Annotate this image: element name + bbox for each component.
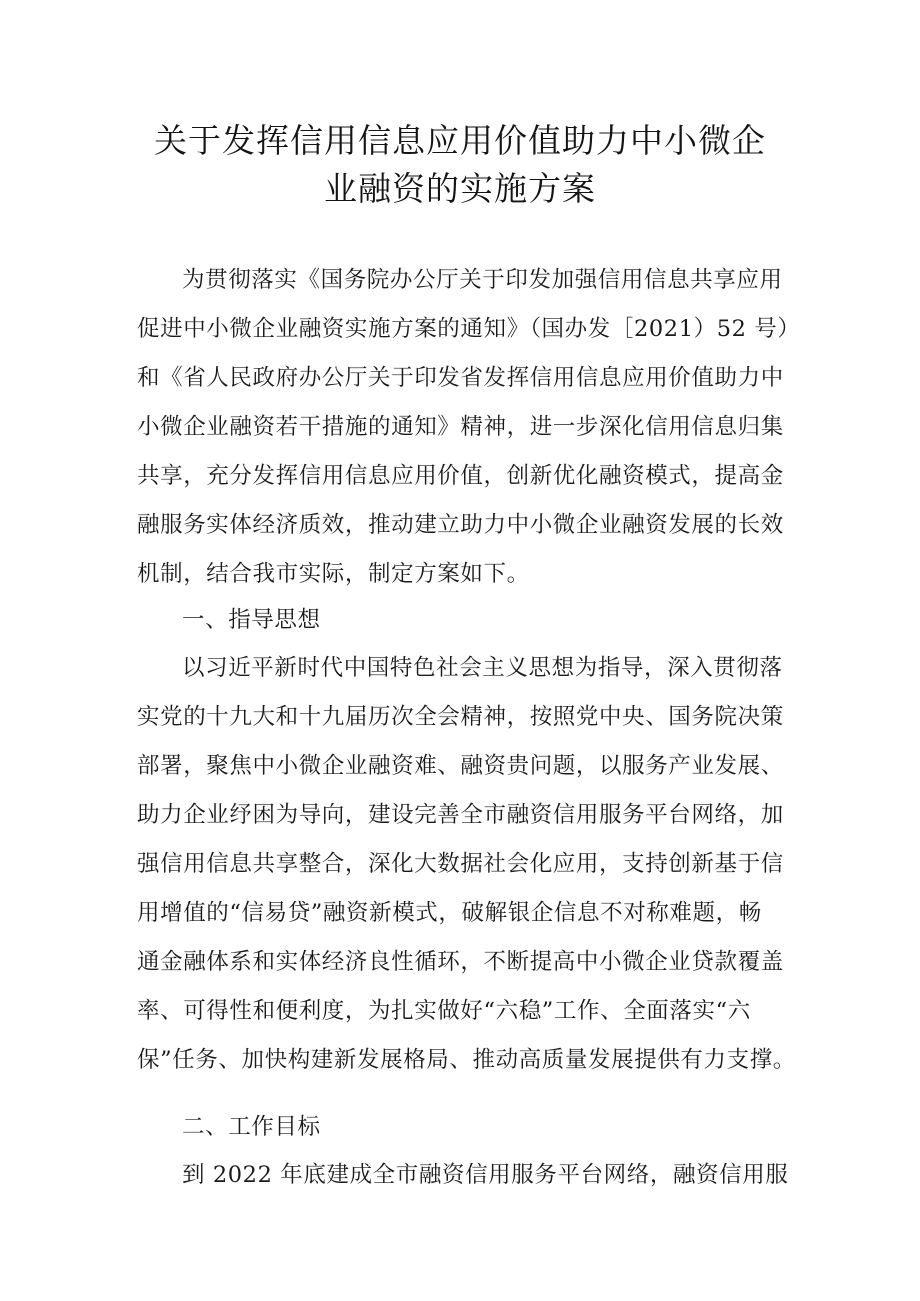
section-heading-1: 一、指导思想	[182, 607, 321, 633]
document-title-line-2: 业融资的实施方案	[324, 169, 596, 208]
section1-paragraph-line: 以习近平新时代中国特色社会主义思想为指导，深入贯彻落	[182, 655, 783, 681]
intro-paragraph-line: 和《省人民政府办公厅关于印发省发挥信用信息应用价值助力中	[137, 365, 784, 391]
intro-paragraph-line: 机制，结合我市实际，制定方案如下。	[137, 561, 530, 587]
section-heading-2: 二、工作目标	[182, 1114, 321, 1140]
section1-paragraph-line: 实党的十九大和十九届历次全会精神，按照党中央、国务院决策	[137, 704, 784, 730]
intro-paragraph-line: 小微企业融资若干措施的通知》精神，进一步深化信用信息归集	[137, 414, 784, 440]
intro-paragraph-line: 促进中小微企业融资实施方案的通知》（国办发［2021）52 号）	[137, 316, 801, 342]
section1-paragraph-line: 强信用信息共享整合，深化大数据社会化应用，支持创新基于信	[137, 851, 784, 877]
intro-paragraph-line: 融服务实体经济质效，推动建立助力中小微企业融资发展的长效	[137, 512, 784, 538]
section1-paragraph-line: 率、可得性和便利度，为扎实做好“六稳”工作、全面落实“六	[137, 998, 751, 1024]
document-title-line-1: 关于发挥信用信息应用价值助力中小微企	[154, 121, 766, 160]
section1-paragraph-line: 助力企业纾困为导向，建设完善全市融资信用服务平台网络，加	[137, 802, 784, 828]
intro-paragraph-line: 为贯彻落实《国务院办公厅关于印发加强信用信息共享应用	[182, 267, 783, 293]
section1-paragraph-line: 用增值的“信易贷”融资新模式，破解银企信息不对称难题，畅	[137, 900, 762, 926]
section1-paragraph-line: 保”任务、加快构建新发展格局、推动高质量发展提供有力支撑。	[137, 1047, 796, 1073]
section1-paragraph-line: 通金融体系和实体经济良性循环，不断提高中小微企业贷款覆盖	[137, 949, 784, 975]
section2-paragraph-line: 到 2022 年底建成全市融资信用服务平台网络，融资信用服	[182, 1162, 789, 1188]
section1-paragraph-line: 部署，聚焦中小微企业融资难、融资贵问题，以服务产业发展、	[137, 753, 784, 779]
intro-paragraph-line: 共享，充分发挥信用信息应用价值，创新优化融资模式，提高金	[137, 463, 784, 489]
